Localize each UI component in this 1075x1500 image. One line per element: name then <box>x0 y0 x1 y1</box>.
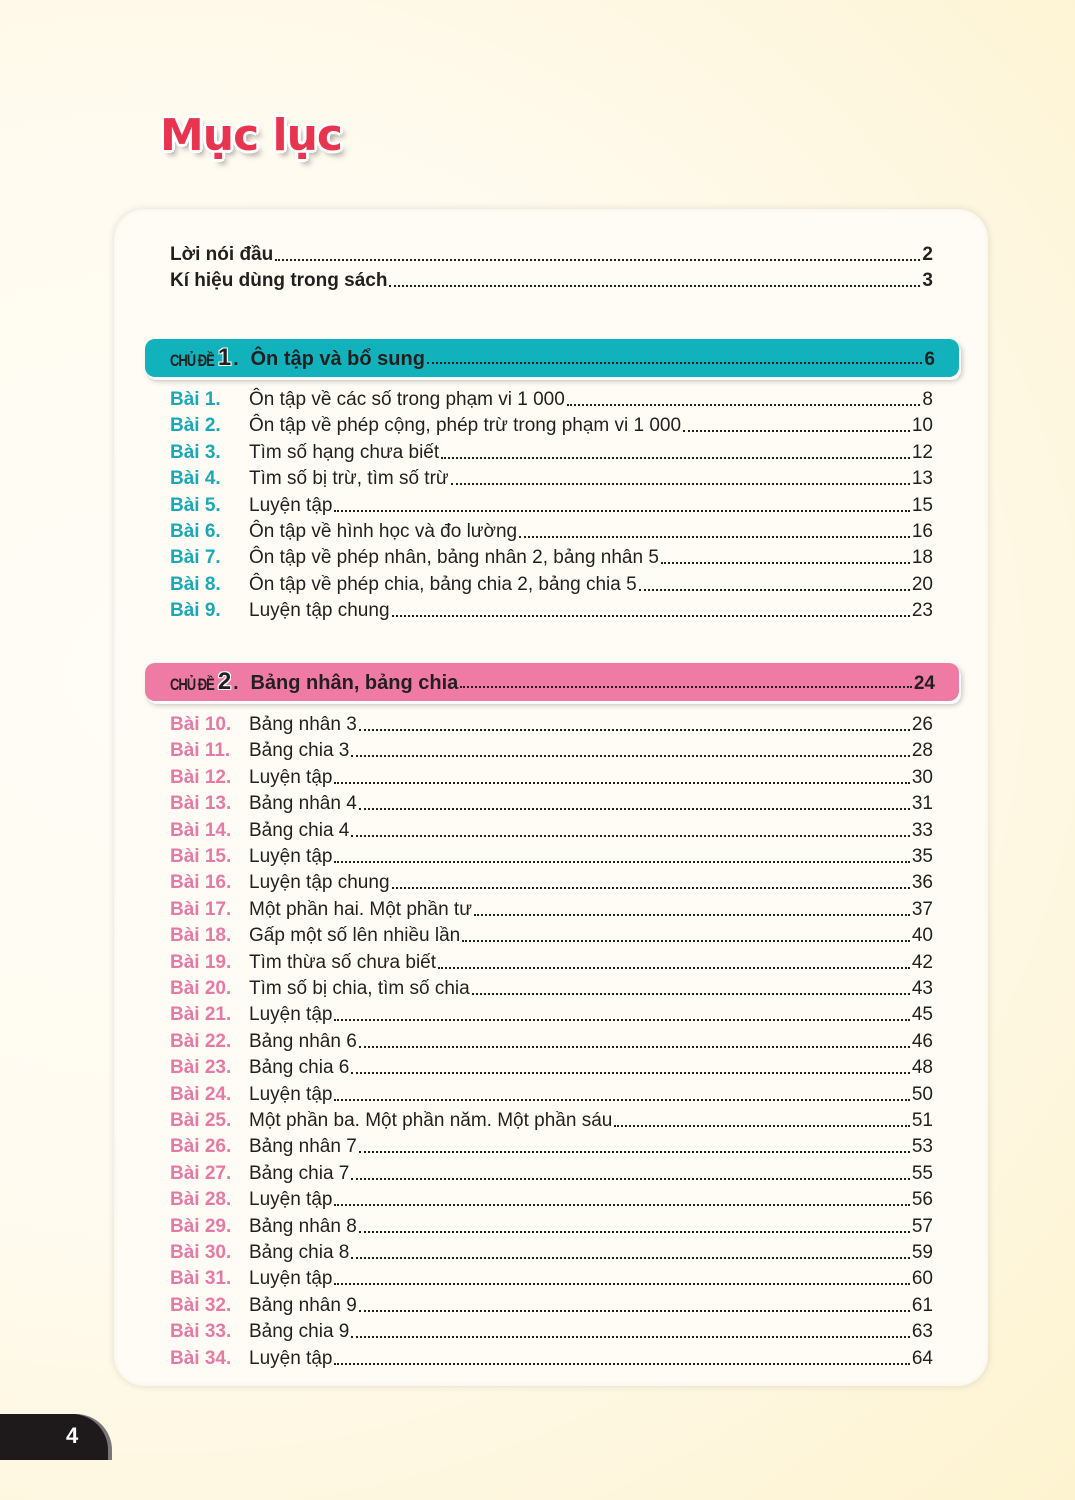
toc-lesson-entry[interactable] <box>170 598 933 624</box>
toc-lesson-entry[interactable] <box>170 1161 933 1187</box>
lesson-number: Bài 30. <box>170 1242 232 1263</box>
toc-lesson-entry[interactable] <box>170 738 933 764</box>
toc-lesson-entry[interactable] <box>170 765 933 791</box>
lesson-page: 55 <box>911 1162 933 1184</box>
lesson-page: 26 <box>911 714 933 735</box>
chapter-page: 6 <box>924 349 935 370</box>
toc-lesson-entry[interactable] <box>170 844 933 870</box>
dot-leader <box>334 1363 909 1365</box>
toc-lesson-entry[interactable] <box>170 950 933 976</box>
lesson-number: Bài 1. <box>170 389 221 410</box>
lesson-page: 16 <box>911 521 933 542</box>
lesson-number: Bài 28. <box>170 1189 232 1211</box>
lesson-number: Bài 3. <box>170 441 221 463</box>
lesson-page: 28 <box>911 740 933 762</box>
lesson-title: Bảng nhân 9 <box>249 1294 357 1316</box>
dot-leader <box>359 729 910 731</box>
lesson-title: Bảng nhân 8 <box>249 1215 357 1237</box>
lesson-number: Bài 26. <box>170 1136 232 1158</box>
dot-leader <box>351 835 910 837</box>
dot-leader <box>474 914 910 916</box>
lesson-page: 61 <box>911 1294 933 1316</box>
toc-lesson-entry[interactable] <box>170 440 933 466</box>
lesson-number: Bài 15. <box>170 846 232 867</box>
lesson-number: Bài 20. <box>170 978 232 999</box>
lesson-title: Luyện tập <box>249 846 333 867</box>
lesson-title: Ôn tập về phép cộng, phép trừ trong phạm vi 1 000 <box>249 415 682 437</box>
lesson-number: Bài 27. <box>170 1162 232 1184</box>
chapter-title: Ôn tập và bổ sung <box>250 348 425 370</box>
lesson-number: Bài 12. <box>170 766 232 788</box>
toc-lesson-entry[interactable] <box>170 493 933 519</box>
entry-title: Lời nói đầu <box>170 244 274 265</box>
lesson-page: 59 <box>911 1242 933 1263</box>
lesson-title: Bảng chia 7 <box>249 1162 350 1184</box>
lesson-number: Bài 33. <box>170 1321 232 1343</box>
lesson-title: Bảng nhân 3 <box>249 714 357 735</box>
lesson-page: 8 <box>922 389 933 410</box>
lesson-number: Bài 7. <box>170 547 221 569</box>
dot-leader <box>334 1204 909 1206</box>
dot-leader <box>334 1283 909 1285</box>
toc-lesson-entry[interactable] <box>170 1319 933 1345</box>
lesson-page: 56 <box>911 1189 933 1211</box>
lesson-title: Tìm thừa số chưa biết <box>249 951 437 973</box>
lesson-number: Bài 9. <box>170 600 221 622</box>
dot-leader <box>351 1336 910 1338</box>
lesson-number: Bài 32. <box>170 1294 232 1316</box>
dot-leader <box>441 457 910 459</box>
dot-leader <box>472 993 910 995</box>
page-number-tab <box>0 1414 108 1460</box>
lesson-page: 43 <box>911 978 933 999</box>
dot-leader <box>389 285 920 287</box>
lesson-number: Bài 24. <box>170 1083 232 1105</box>
entry-page: 3 <box>922 270 933 291</box>
toc-lesson-entry[interactable] <box>170 976 933 1002</box>
lesson-number: Bài 17. <box>170 898 232 920</box>
lesson-page: 23 <box>911 600 933 622</box>
toc-lesson-entry[interactable] <box>170 1002 933 1028</box>
dot-leader <box>392 615 910 617</box>
lesson-title: Bảng nhân 7 <box>249 1136 357 1158</box>
dot-leader <box>334 510 909 512</box>
lesson-title: Ôn tập về các số trong phạm vi 1 000 <box>249 389 565 410</box>
lesson-number: Bài 21. <box>170 1004 232 1026</box>
toc-lesson-entry[interactable] <box>170 1214 933 1240</box>
lesson-page: 42 <box>911 951 933 973</box>
lesson-number: Bài 23. <box>170 1057 232 1079</box>
lesson-number: Bài 31. <box>170 1268 232 1290</box>
lesson-number: Bài 8. <box>170 573 221 595</box>
lesson-title: Ôn tập về phép chia, bảng chia 2, bảng chia 5 <box>249 573 637 595</box>
lesson-number: Bài 18. <box>170 925 232 947</box>
lesson-page: 15 <box>911 494 933 516</box>
lesson-number: Bài 25. <box>170 1110 232 1131</box>
dot-leader <box>359 808 910 810</box>
dot-leader <box>567 404 921 406</box>
dot-leader <box>359 1151 910 1153</box>
lesson-page: 13 <box>911 468 933 490</box>
lesson-page: 60 <box>911 1268 933 1290</box>
lesson-page: 30 <box>911 766 933 788</box>
lesson-number: Bài 11. <box>170 740 231 762</box>
toc-lesson-entry[interactable] <box>170 1134 933 1160</box>
dot-leader <box>614 1125 910 1127</box>
entry-title: Kí hiệu dùng trong sách <box>170 270 388 291</box>
dot-leader <box>359 1046 910 1048</box>
lesson-number: Bài 16. <box>170 872 232 894</box>
lesson-title: Bảng chia 6 <box>249 1057 350 1079</box>
lesson-page: 50 <box>911 1083 933 1105</box>
lesson-page: 36 <box>911 872 933 894</box>
dot-leader <box>683 430 910 432</box>
lesson-title: Tìm số bị trừ, tìm số trừ <box>249 468 449 490</box>
lesson-title: Gấp một số lên nhiều lần <box>249 925 461 947</box>
lesson-number: Bài 4. <box>170 468 221 490</box>
chapter-2-banner[interactable]: CHỦ ĐỀ 2 . Bảng nhân, bảng chia 24 <box>145 663 959 701</box>
toc-lesson-entry[interactable] <box>170 923 933 949</box>
chapter-prefix: CHỦ ĐỀ <box>170 675 214 694</box>
dot-leader <box>351 1257 910 1259</box>
lesson-title: Ôn tập về phép nhân, bảng nhân 2, bảng nhân 5 <box>249 547 659 569</box>
lesson-page: 63 <box>911 1321 933 1343</box>
toc-lesson-entry[interactable] <box>170 1266 933 1292</box>
lesson-number: Bài 22. <box>170 1030 232 1052</box>
lesson-page: 45 <box>911 1004 933 1026</box>
toc-lesson-entry[interactable] <box>170 413 933 439</box>
lesson-title: Bảng chia 4 <box>249 819 350 841</box>
lesson-title: Luyện tập <box>249 1347 333 1369</box>
dot-leader <box>334 1099 909 1101</box>
dot-leader <box>359 1310 910 1312</box>
lesson-title: Luyện tập <box>249 766 333 788</box>
dot-leader <box>639 589 910 591</box>
chapter-prefix: CHỦ ĐỀ <box>170 351 214 370</box>
toc-lesson-entry[interactable] <box>170 791 933 817</box>
lesson-page: 53 <box>911 1136 933 1158</box>
toc-lesson-entry[interactable] <box>170 1240 933 1266</box>
lesson-page: 35 <box>911 846 933 867</box>
toc-lesson-entry[interactable] <box>170 1346 933 1372</box>
dot-leader <box>661 562 910 564</box>
lesson-title: Luyện tập <box>249 1189 333 1211</box>
lesson-number: Bài 10. <box>170 714 232 735</box>
toc-lesson-entry[interactable] <box>170 1055 933 1081</box>
toc-lesson-entry[interactable] <box>170 1293 933 1319</box>
lesson-number: Bài 13. <box>170 793 232 815</box>
lesson-title: Ôn tập về hình học và đo lường <box>249 521 518 542</box>
lesson-page: 20 <box>911 573 933 595</box>
toc-lesson-entry[interactable] <box>170 897 933 923</box>
lesson-number: Bài 6. <box>170 521 221 542</box>
entry-page: 2 <box>922 244 933 265</box>
toc-entry-preface[interactable] <box>170 242 933 268</box>
lesson-title: Luyện tập <box>249 1083 333 1105</box>
lesson-page: 40 <box>911 925 933 947</box>
chapter-number: 2 <box>217 668 232 695</box>
dot-leader <box>334 1019 909 1021</box>
dot-leader <box>351 755 910 757</box>
toc-lesson-entry[interactable] <box>170 1082 933 1108</box>
toc-lesson-entry[interactable] <box>170 519 933 545</box>
lesson-number: Bài 14. <box>170 819 232 841</box>
toc-lesson-entry[interactable] <box>170 1187 933 1213</box>
lesson-number: Bài 29. <box>170 1215 232 1237</box>
toc-lesson-entry[interactable] <box>170 387 933 413</box>
chapter-title: Bảng nhân, bảng chia <box>250 672 459 694</box>
dot-leader <box>334 861 909 863</box>
lesson-title: Bảng nhân 6 <box>249 1030 357 1052</box>
dot-leader <box>427 362 922 364</box>
toc-lesson-entry[interactable] <box>170 712 933 738</box>
lesson-page: 37 <box>911 898 933 920</box>
dot-leader <box>351 1072 910 1074</box>
dot-leader <box>462 940 910 942</box>
page-number: 4 <box>66 1423 79 1448</box>
lesson-page: 31 <box>911 793 933 815</box>
dot-leader <box>438 967 910 969</box>
lesson-title: Luyện tập chung <box>249 600 390 622</box>
lesson-title: Luyện tập chung <box>249 872 390 894</box>
toc-lesson-entry[interactable] <box>170 870 933 896</box>
dot-leader <box>392 887 910 889</box>
toc-lesson-entry[interactable] <box>170 818 933 844</box>
chapter-1-banner[interactable]: CHỦ ĐỀ 1 . Ôn tập và bổ sung 6 <box>145 339 959 377</box>
lesson-title: Luyện tập <box>249 494 333 516</box>
lesson-page: 57 <box>911 1215 933 1237</box>
dot-leader <box>351 1178 910 1180</box>
lesson-title: Bảng chia 8 <box>249 1242 350 1263</box>
lesson-title: Một phần hai. Một phần tư <box>249 898 472 920</box>
lesson-title: Một phần ba. Một phần năm. Một phần sáu <box>249 1110 613 1131</box>
lesson-title: Luyện tập <box>249 1268 333 1290</box>
lesson-number: Bài 19. <box>170 951 232 973</box>
lesson-title: Bảng chia 3 <box>249 740 350 762</box>
lesson-title: Bảng chia 9 <box>249 1321 350 1343</box>
lesson-page: 64 <box>911 1347 933 1369</box>
toc-lesson-entry[interactable] <box>170 1108 933 1134</box>
chapter-number: 1 <box>217 344 232 371</box>
lesson-title: Bảng nhân 4 <box>249 793 357 815</box>
lesson-page: 12 <box>911 441 933 463</box>
dot-leader <box>334 782 909 784</box>
lesson-title: Tìm số bị chia, tìm số chia <box>249 978 470 999</box>
toc-lesson-entry[interactable] <box>170 466 933 492</box>
lesson-page: 18 <box>911 547 933 569</box>
toc-lesson-entry[interactable] <box>170 572 933 598</box>
toc-entry-symbols[interactable] <box>170 268 933 294</box>
lesson-number: Bài 34. <box>170 1347 232 1369</box>
lesson-page: 46 <box>911 1030 933 1052</box>
dot-leader <box>460 686 912 688</box>
dot-leader <box>359 1231 910 1233</box>
lesson-number: Bài 2. <box>170 415 221 437</box>
lesson-title: Tìm số hạng chưa biết <box>249 441 440 463</box>
lesson-page: 10 <box>911 415 933 437</box>
lesson-page: 33 <box>911 819 933 841</box>
lesson-page: 51 <box>911 1110 933 1131</box>
dot-leader <box>275 259 920 261</box>
lesson-page: 48 <box>911 1057 933 1079</box>
dot-leader <box>451 483 910 485</box>
lesson-title: Luyện tập <box>249 1004 333 1026</box>
dot-leader <box>519 536 910 538</box>
chapter-page: 24 <box>913 673 935 694</box>
toc-lesson-entry[interactable] <box>170 1029 933 1055</box>
toc-lesson-entry[interactable] <box>170 545 933 571</box>
page-title: Mục lục <box>160 110 342 161</box>
lesson-number: Bài 5. <box>170 494 221 516</box>
